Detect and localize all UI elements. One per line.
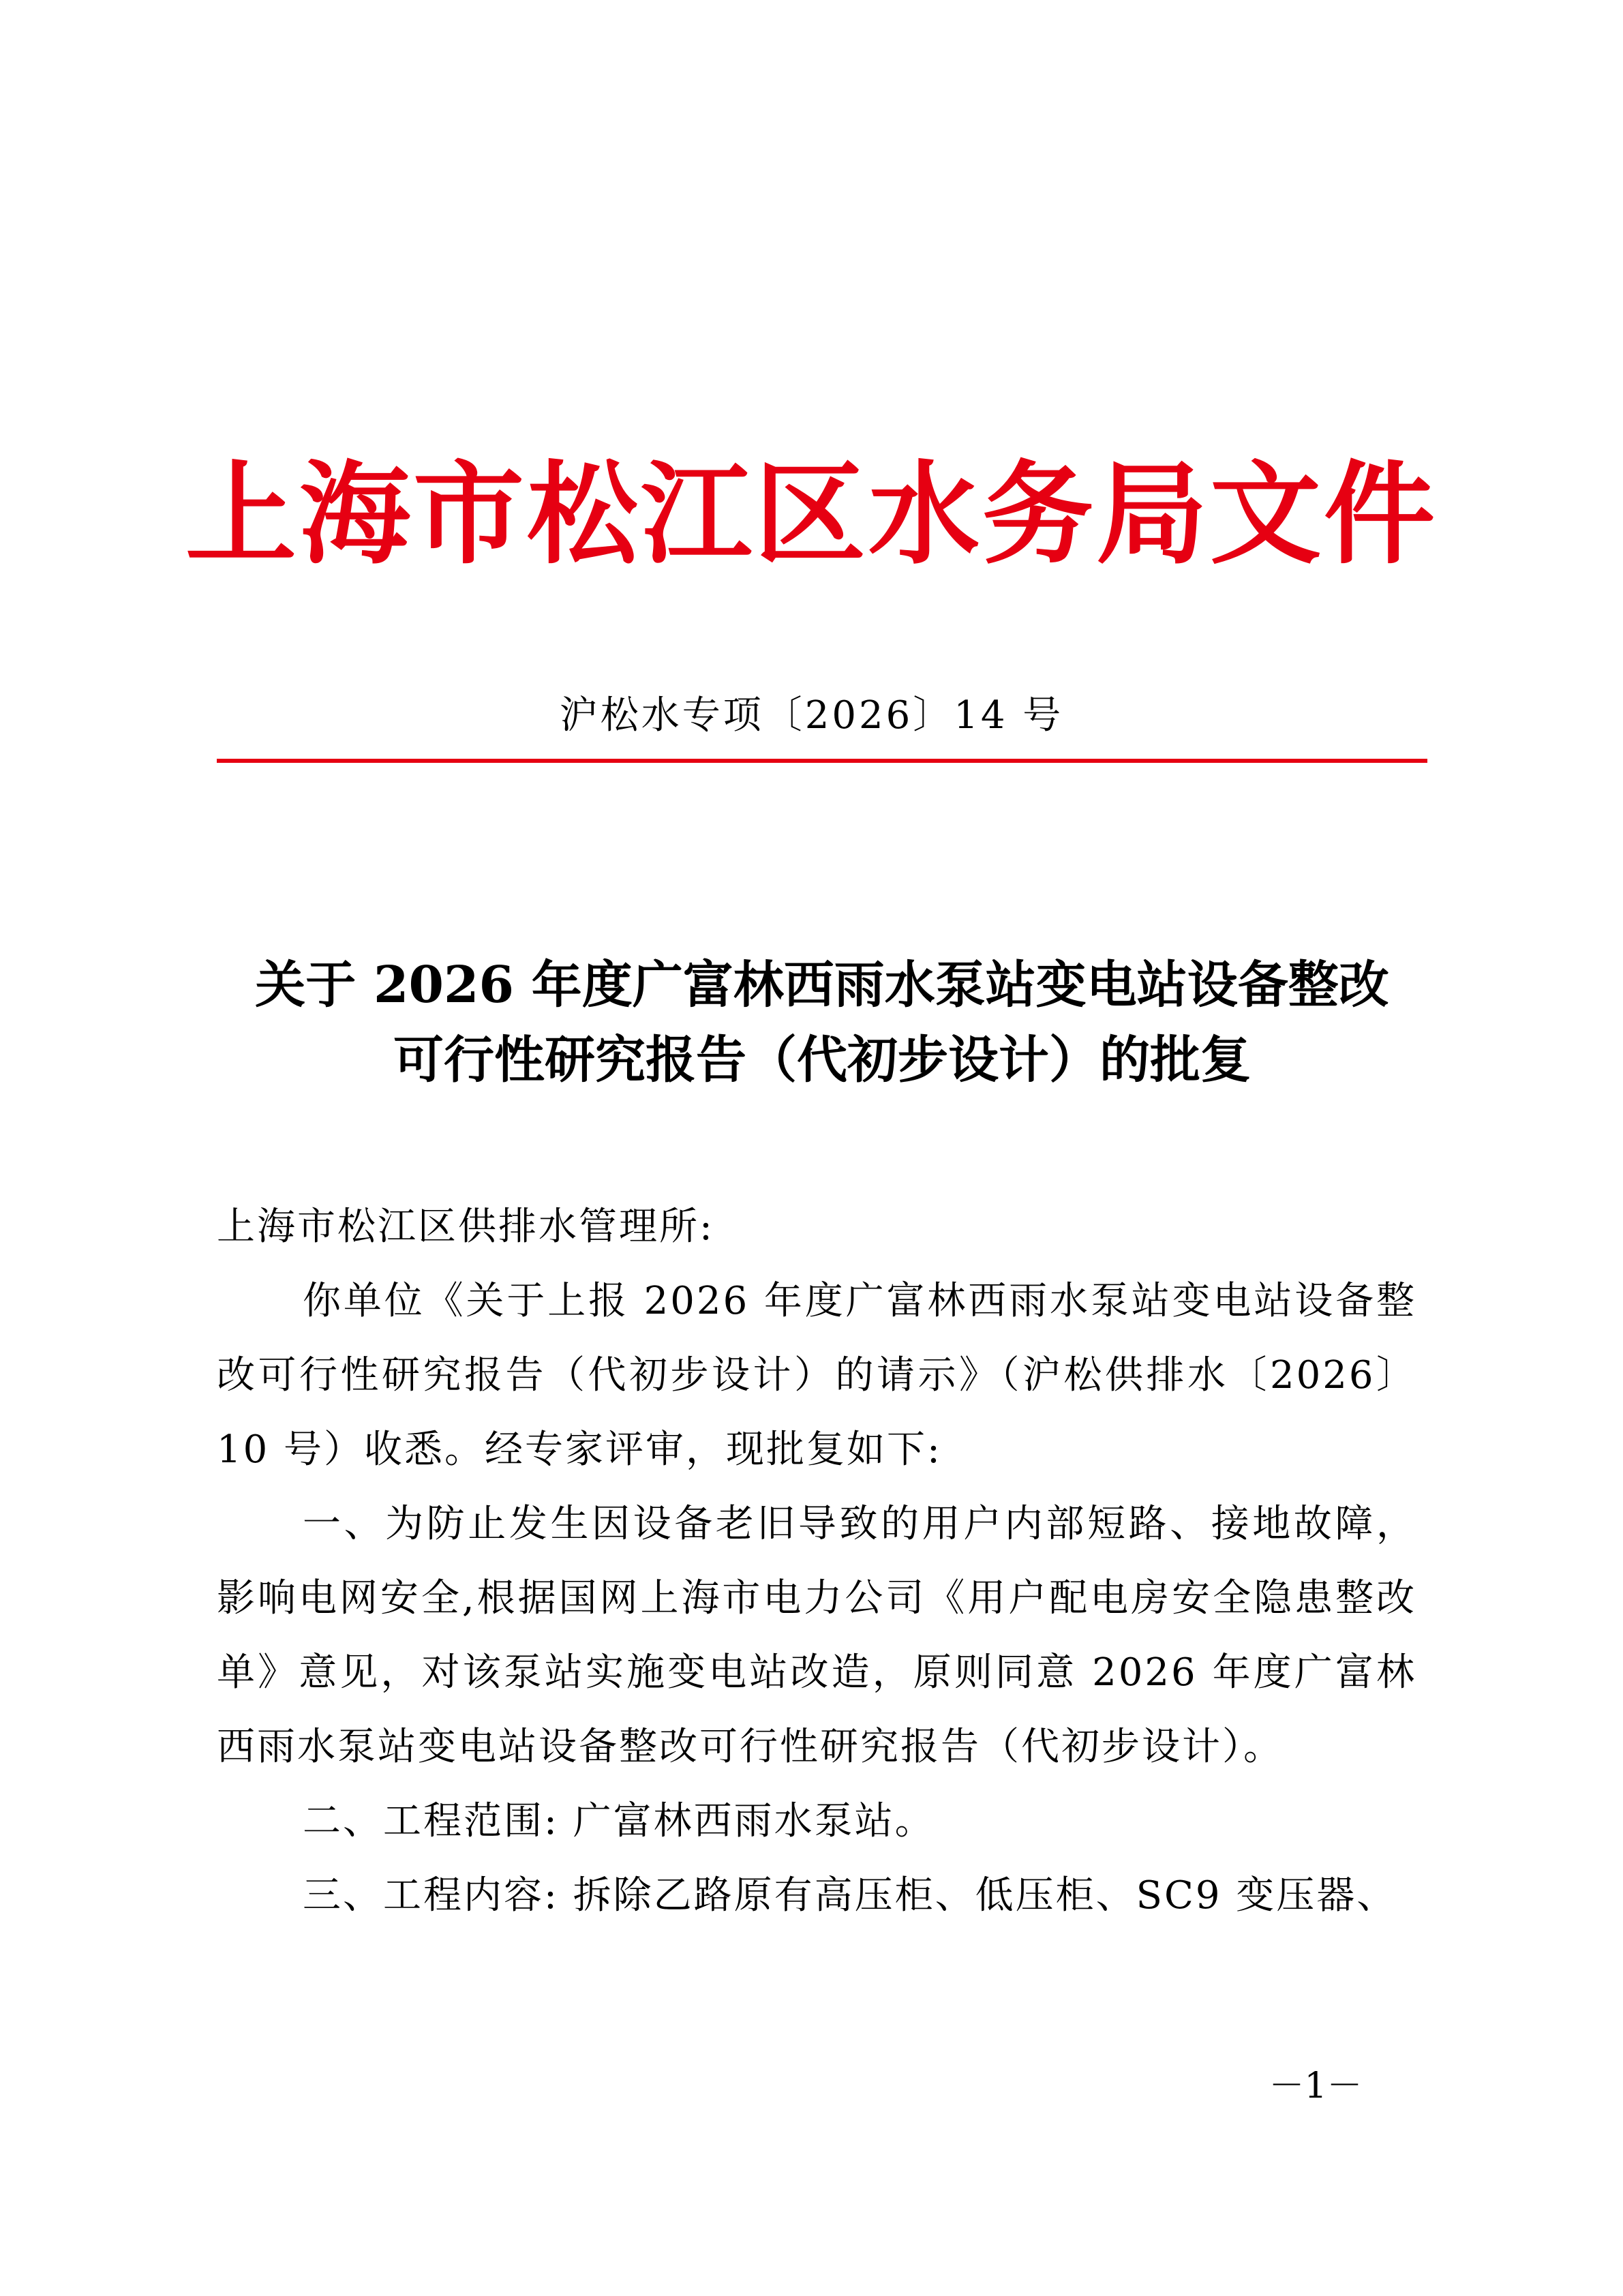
document-number: 沪松水专项〔2026〕14 号 bbox=[559, 693, 1064, 738]
paragraph-item-3: 三、工程内容: 拆除乙路原有高压柜、低压柜、SC9 变压器、 bbox=[303, 1873, 1397, 1918]
red-separator-line bbox=[217, 759, 1427, 763]
recipient: 上海市松江区供排水管理所: bbox=[217, 1205, 714, 1249]
subject-line-2: 可行性研究报告（代初步设计）的批复 bbox=[393, 1031, 1251, 1089]
document-body bbox=[217, 1190, 1416, 1933]
issuing-authority-title: 上海市松江区水务局文件 bbox=[185, 449, 1438, 579]
paragraph-item-1: 一、为防止发生因设备老旧导致的用户内部短路、接地故障，影响电网安全,根据国网上海市电力公司《用户配电房安全隐患整改单》意见，对该泵站实施变电站改造，原则同意 2026 年度广富林西雨水泵站变电站设备整改可行性研究报告（代初步设计）。 bbox=[217, 1502, 1416, 1769]
subject-line-1: 关于 2026 年度广富林西雨水泵站变电站设备整改 bbox=[255, 956, 1389, 1014]
document-subject bbox=[204, 948, 1440, 1098]
paragraph-intro: 你单位《关于上报 2026 年度广富林西雨水泵站变电站设备整改可行性研究报告（代初步设计）的请示》（沪松供排水〔2026〕10 号）收悉。经专家评审，现批复如下: bbox=[217, 1279, 1416, 1472]
paragraph-item-2: 二、工程范围: 广富林西雨水泵站。 bbox=[303, 1799, 935, 1843]
page-number: －1－ bbox=[1269, 2066, 1363, 2106]
